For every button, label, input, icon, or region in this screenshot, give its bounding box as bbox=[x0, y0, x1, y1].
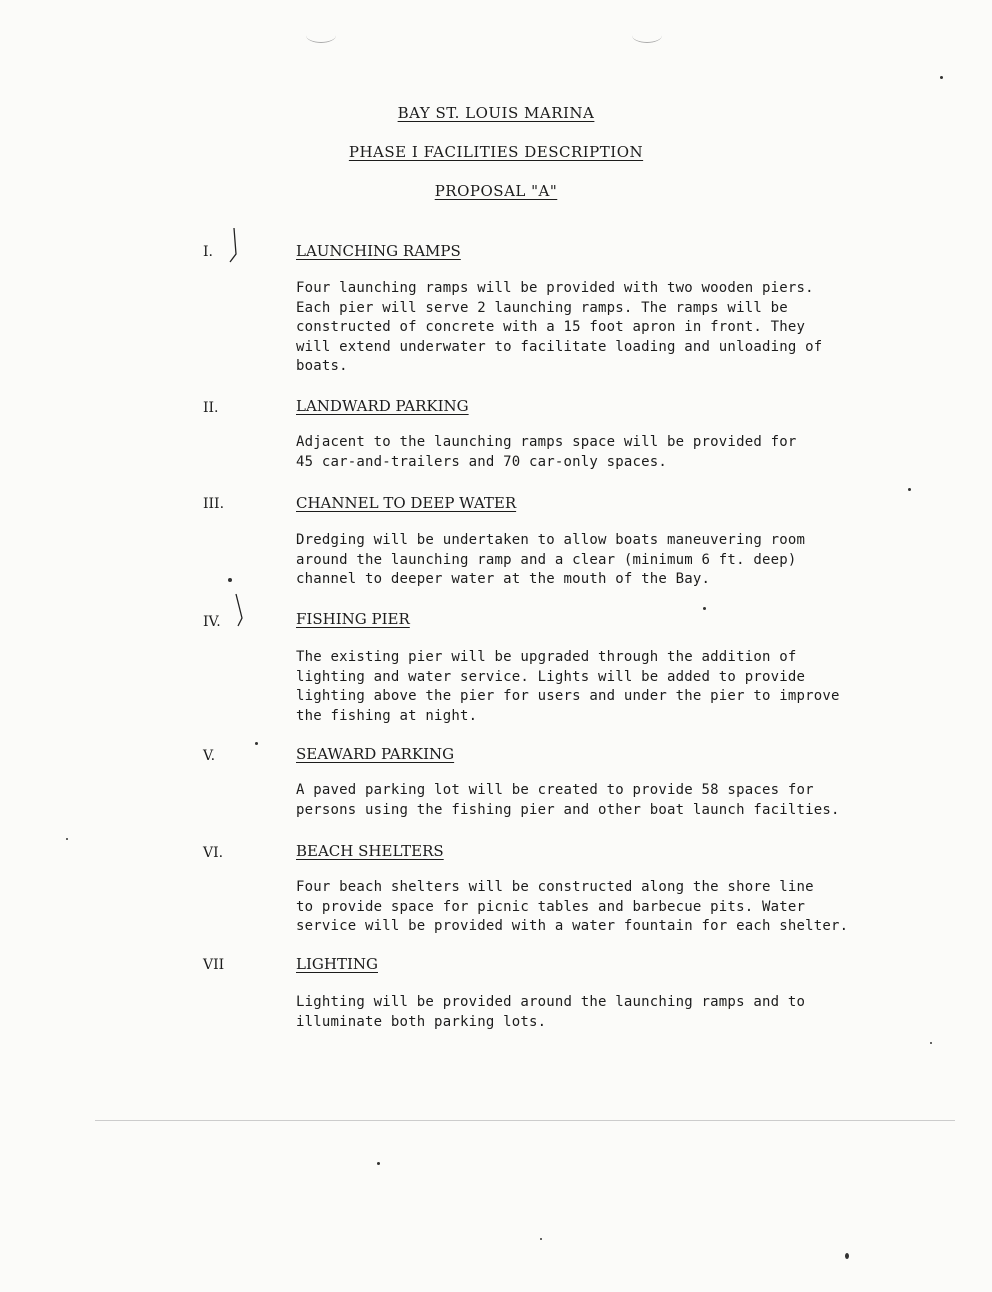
scan-speck bbox=[703, 607, 706, 610]
scan-speck bbox=[377, 1162, 380, 1165]
section-body: The existing pier will be upgraded through the addition of lighting and water service. Lights will be added to provide lighting above the pier for users and under the pier to improve the fishing at night. bbox=[296, 649, 840, 724]
section-numeral: VII bbox=[203, 957, 225, 973]
document-title: BAY ST. LOUIS MARINA bbox=[397, 104, 595, 122]
section-heading: LIGHTING bbox=[296, 955, 378, 973]
scan-speck bbox=[845, 1253, 849, 1259]
section-numeral: VI. bbox=[203, 845, 224, 861]
scan-speck bbox=[540, 1238, 542, 1240]
punch-hole-mark bbox=[306, 28, 336, 43]
section-numeral: II. bbox=[203, 400, 219, 416]
section-numeral: I. bbox=[203, 244, 213, 260]
scan-speck bbox=[930, 1042, 932, 1044]
section-body: Dredging will be undertaken to allow boats maneuvering room around the launching ramp and a clear (minimum 6 ft. deep) channel to deeper water at the mouth of the Bay. bbox=[296, 532, 806, 587]
handwritten-checkmark-icon bbox=[232, 592, 248, 632]
scan-speck bbox=[66, 838, 68, 840]
section-numeral: V. bbox=[203, 748, 216, 764]
section-heading: LANDWARD PARKING bbox=[296, 397, 469, 415]
section-heading: BEACH SHELTERS bbox=[296, 842, 444, 860]
proposal-label: PROPOSAL "A" bbox=[434, 182, 558, 200]
handwritten-checkmark-icon bbox=[226, 226, 242, 266]
scan-speck bbox=[940, 76, 943, 79]
section-heading: SEAWARD PARKING bbox=[296, 745, 455, 763]
punch-hole-mark bbox=[632, 28, 662, 43]
section-body: Four beach shelters will be constructed along the shore line to provide space for picnic tables and barbecue pits. Water service will be provided with a water fountain for each shelter. bbox=[296, 879, 849, 934]
section-heading: LAUNCHING RAMPS bbox=[296, 242, 461, 260]
document-subtitle: PHASE I FACILITIES DESCRIPTION bbox=[348, 143, 644, 161]
section-body: Lighting will be provided around the launching ramps and to illuminate both parking lots. bbox=[296, 994, 806, 1030]
section-heading: FISHING PIER bbox=[296, 610, 410, 628]
scan-speck bbox=[228, 578, 232, 582]
section-body: Adjacent to the launching ramps space will be provided for 45 car-and-trailers and 70 car-only spaces. bbox=[296, 434, 797, 470]
section-numeral: III. bbox=[203, 496, 225, 512]
section-numeral: IV. bbox=[203, 614, 221, 630]
section-body: Four launching ramps will be provided with two wooden piers. Each pier will serve 2 launching ramps. The ramps will be constructed of concrete with a 15 foot apron in front. They will extend underwater to facilitate loading and unloading of boats. bbox=[296, 280, 823, 374]
page-edge-line bbox=[95, 1120, 955, 1121]
section-body: A paved parking lot will be created to provide 58 spaces for persons using the fishing pier and other boat launch facilties. bbox=[296, 782, 840, 818]
section-heading: CHANNEL TO DEEP WATER bbox=[296, 494, 517, 512]
scan-speck bbox=[908, 488, 911, 491]
scan-speck bbox=[255, 742, 258, 745]
